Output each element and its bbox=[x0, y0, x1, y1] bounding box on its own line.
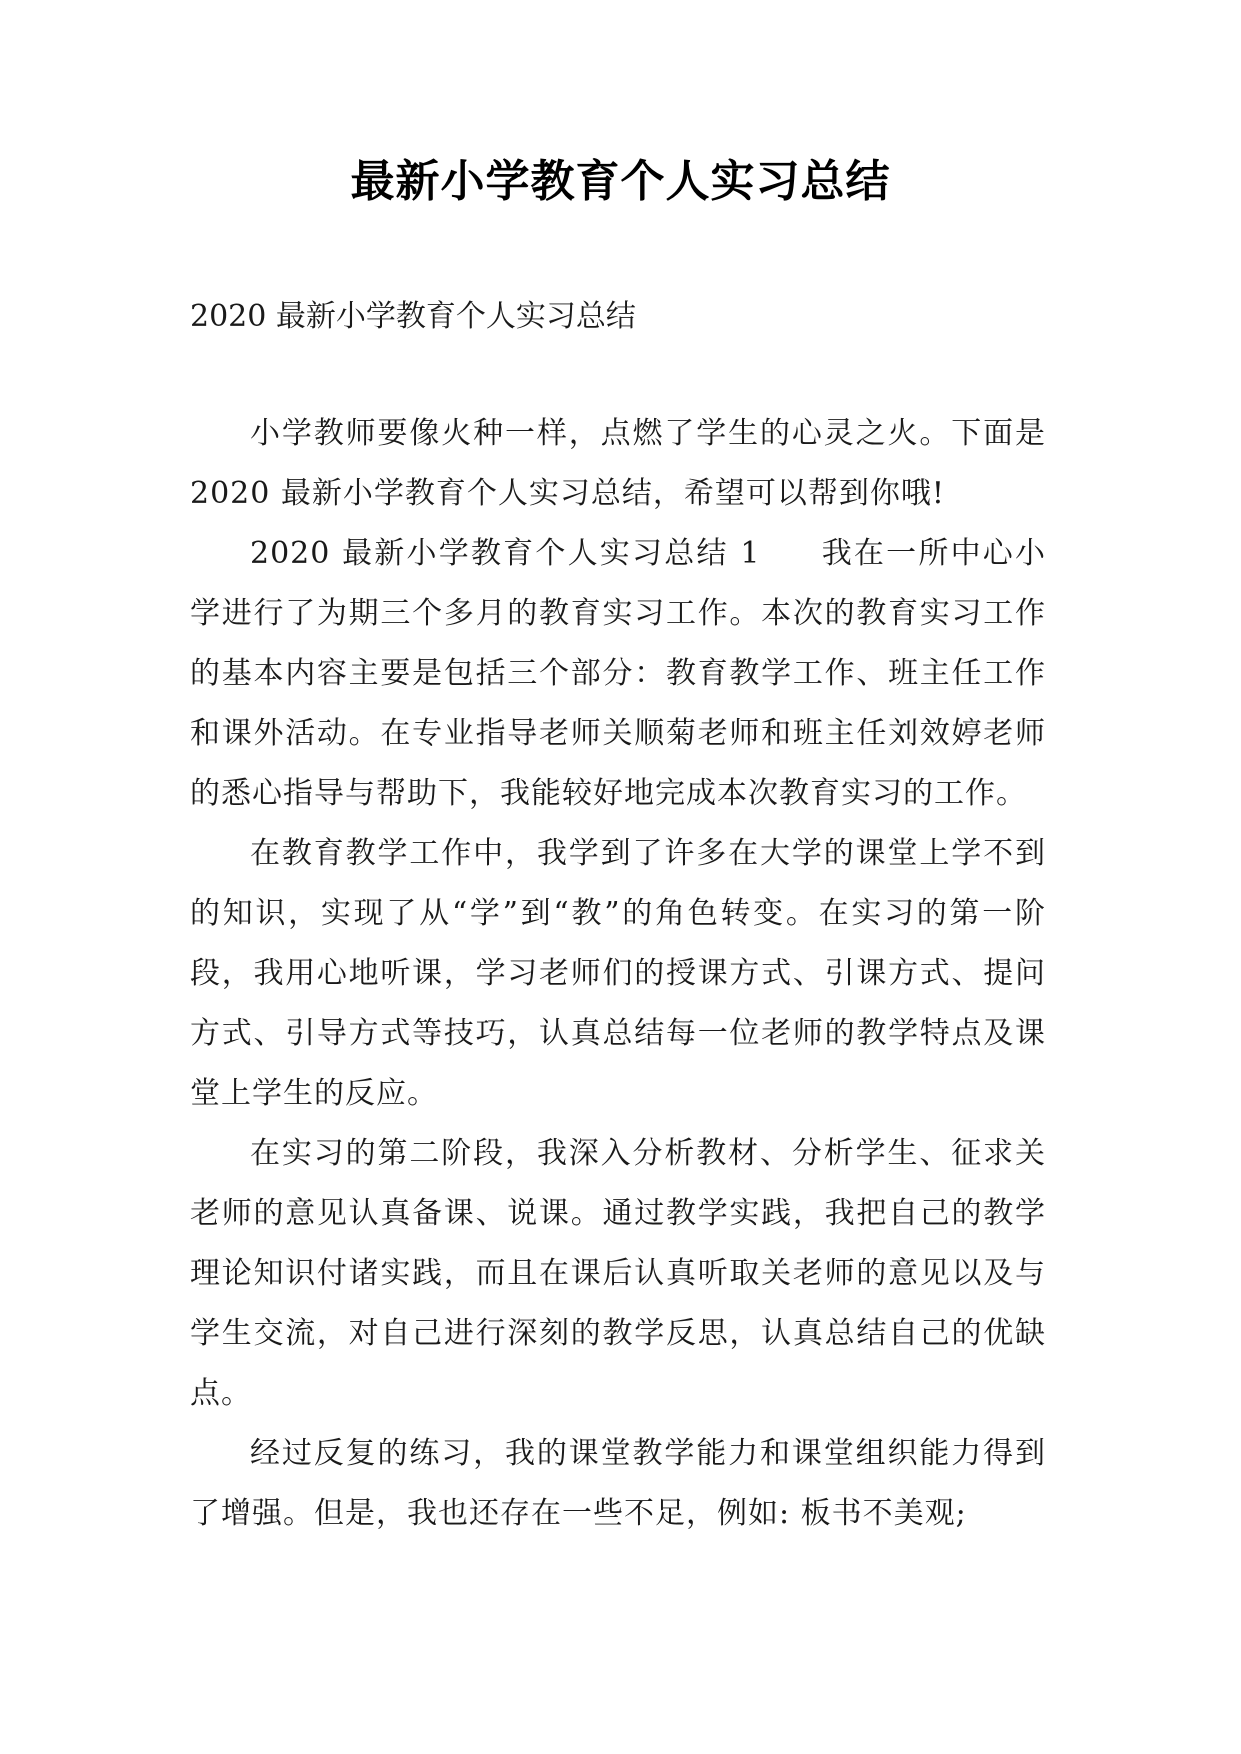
document-body bbox=[190, 404, 1046, 1544]
section-first-text: 我在一所中心小学进行了为期三个多月的教育实习工作。本次的教育实习工作的基本内容主要是包括三个部分：教育教学工作、班主任工作和课外活动。在专业指导老师关顺菊老师和班主任刘效婷老师的悉心指导与帮助下，我能较好地完成本次教育实习的工作。 bbox=[190, 536, 1046, 811]
body-paragraph: 在教育教学工作中，我学到了许多在大学的课堂上学不到的知识，实现了从“学”到“教”的角色转变。在实习的第一阶段，我用心地听课，学习老师们的授课方式、引课方式、提问方式、引导方式等技巧，认真总结每一位老师的教学特点及课堂上学生的反应。 bbox=[190, 836, 1046, 1111]
body-paragraph: 在实习的第二阶段，我深入分析教材、分析学生、征求关老师的意见认真备课、说课。通过教学实践，我把自己的教学理论知识付诸实践，而且在课后认真听取关老师的意见以及与学生交流，对自己进行深刻的教学反思，认真总结自己的优缺点。 bbox=[190, 1136, 1046, 1411]
section-1-paragraph bbox=[190, 524, 1046, 824]
document-title: 最新小学教育个人实习总结 bbox=[350, 156, 891, 207]
document-subtitle: 2020 最新小学教育个人实习总结 bbox=[190, 299, 636, 334]
body-paragraph: 经过反复的练习，我的课堂教学能力和课堂组织能力得到了增强。但是，我也还存在一些不足，例如: 板书不美观; bbox=[190, 1436, 1046, 1531]
intro-paragraph: 小学教师要像火种一样，点燃了学生的心灵之火。下面是 2020 最新小学教育个人实习总结，希望可以帮到你哦! bbox=[190, 416, 1046, 511]
section-heading: 2020 最新小学教育个人实习总结 1 bbox=[250, 536, 761, 571]
